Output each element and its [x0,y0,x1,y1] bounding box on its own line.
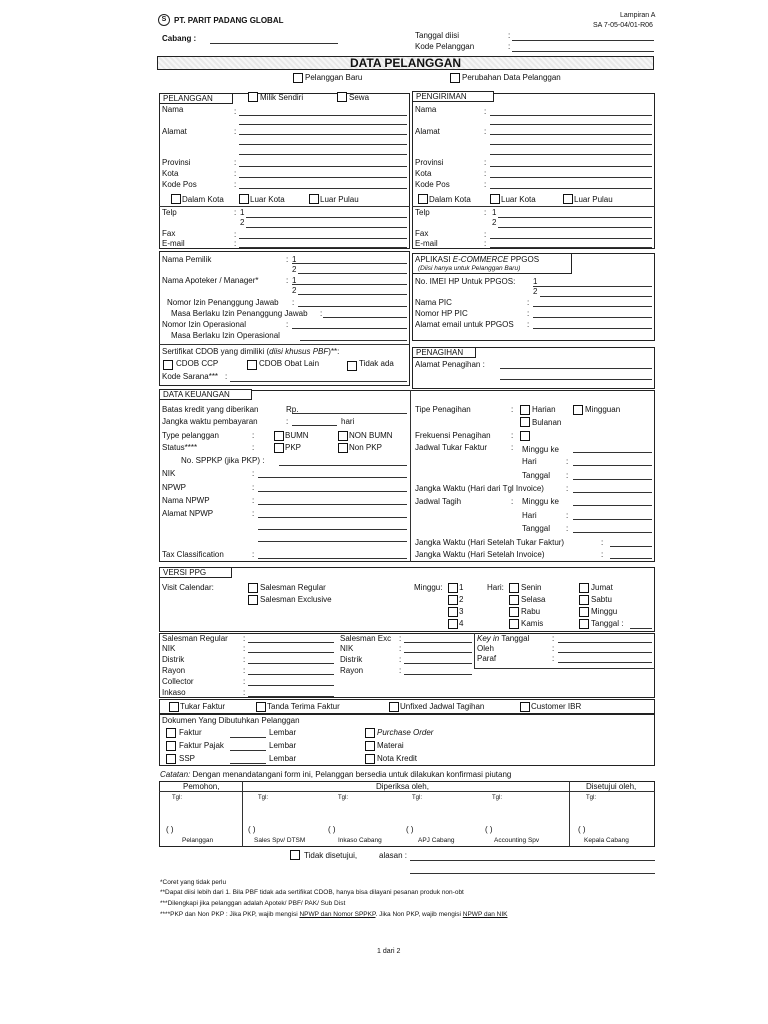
tax-class-field[interactable] [258,558,407,559]
masa-berlaku-pj-field[interactable] [323,317,407,318]
page-number: 1 dari 2 [377,948,401,955]
alamat-label: Alamat [162,127,187,136]
sabtu-checkbox[interactable] [579,595,589,605]
sign-apj-slot[interactable]: ( ) [406,825,414,834]
pkp-checkbox[interactable] [274,443,284,453]
minggu-1-checkbox[interactable] [448,583,458,593]
catatan: Catatan: Dengan menandatangani form ini, Pelanggan bersedia untuk dilakukan konfirmasi piutang [160,770,512,779]
minggu-day-checkbox[interactable] [579,607,589,617]
sign-inkaso-slot[interactable]: ( ) [328,825,336,834]
minggu-2-checkbox[interactable] [448,595,458,605]
keyin-label: Key in Tanggal [477,634,530,643]
email-pic-field[interactable] [533,328,652,329]
dalam-kota-checkbox[interactable] [171,194,181,204]
nama-pic-field[interactable] [533,306,652,307]
bumn-checkbox[interactable] [274,431,284,441]
harian-checkbox[interactable] [520,405,530,415]
kirim-fax-field[interactable] [490,238,652,239]
tagih-minggu-field[interactable] [573,505,652,506]
aplikasi-header: APLIKASI E-COMMERCE PPGOS [415,255,540,264]
alasan-field[interactable] [410,860,655,861]
alamat-npwp-field[interactable] [258,517,407,518]
jw-invoice-field[interactable] [573,492,652,493]
salesman-regular-checkbox[interactable] [248,583,258,593]
sign-pelanggan-slot[interactable]: ( ) [166,825,174,834]
bulanan-checkbox[interactable] [520,417,530,427]
salesman-reg-field[interactable] [248,642,334,643]
reg-distrik-field[interactable] [248,663,334,664]
kirim-telp-2-field[interactable] [498,227,652,228]
kode-pos-field[interactable] [239,188,407,189]
kirim-email-field[interactable] [490,247,652,248]
faktur-pajak-checkbox[interactable] [166,741,176,751]
pelanggan-baru-checkbox[interactable] [293,73,303,83]
tukar-faktur-checkbox[interactable] [169,702,179,712]
nik-field[interactable] [258,477,407,478]
cabang-field[interactable] [210,43,338,44]
senin-checkbox[interactable] [509,583,519,593]
collector-field[interactable] [248,685,334,686]
perubahan-data-label: Perubahan Data Pelanggan [462,73,561,82]
frekuensi-checkbox[interactable] [520,431,530,441]
telp-2-field[interactable] [246,227,407,228]
exc-nik-field[interactable] [404,652,472,653]
kota-field[interactable] [239,177,407,178]
kirim-alamat-field[interactable] [490,134,652,135]
nama-npwp-field[interactable] [258,504,407,505]
pengiriman-header: PENGIRIMAN [412,91,494,102]
note-4: ****PKP dan Non PKP : Jika PKP, wajib mengisi NPWP dan Nomor SPPKP. Jika Non PKP, wajib mengisi NPWP dan NIK [160,911,508,918]
salesman-exclusive-checkbox[interactable] [248,595,258,605]
fax-field[interactable] [239,238,407,239]
npwp-field[interactable] [258,491,407,492]
nama-pemilik-field[interactable] [292,263,407,264]
tanggal-field[interactable] [512,40,654,41]
nama-apoteker-field[interactable] [292,284,407,285]
provinsi-field[interactable] [239,166,407,167]
kode-sarana-field[interactable] [230,381,407,382]
kirim-provinsi-field[interactable] [490,166,652,167]
penagihan-header: PENAGIHAN [412,347,476,358]
form-title: DATA PELANGGAN [157,56,654,70]
exc-rayon-field[interactable] [404,674,472,675]
izin-operasional-field[interactable] [292,328,407,329]
tagih-tanggal-field[interactable] [573,532,652,533]
company-name: PT. PARIT PADANG GLOBAL [174,16,284,25]
keyin-tanggal-field[interactable] [558,642,652,643]
batas-kredit-field[interactable] [292,413,407,414]
tidak-disetujui-checkbox[interactable] [290,850,300,860]
kirim-dalam-kota-checkbox[interactable] [418,194,428,204]
luar-pulau-checkbox[interactable] [309,194,319,204]
keuangan-header: DATA KEUANGAN [159,389,252,400]
jw-setelah-invoice-field[interactable] [610,558,652,559]
masa-berlaku-op-field[interactable] [300,340,407,341]
milik-sendiri-checkbox[interactable] [248,92,258,102]
lampiran-label: Lampiran A [620,12,656,19]
non-pkp-checkbox[interactable] [338,443,348,453]
sign-sales-slot[interactable]: ( ) [248,825,256,834]
customer-ibr-checkbox[interactable] [520,702,530,712]
tukar-minggu-field[interactable] [573,452,652,453]
pengiriman-box [412,93,655,249]
salesman-exc-field[interactable] [404,642,472,643]
faktur-checkbox[interactable] [166,728,176,738]
nama-field[interactable] [239,115,407,116]
izin-pj-field[interactable] [298,306,407,307]
telp-1-field[interactable] [246,217,407,218]
sign-kepala-slot[interactable]: ( ) [578,825,586,834]
imei-2-field[interactable] [540,296,652,297]
keyin-oleh-field[interactable] [558,652,652,653]
jw-tukar-field[interactable] [610,546,652,547]
pelanggan-header: PELANGGAN [159,93,233,104]
jumat-checkbox[interactable] [579,583,589,593]
cdob-obat-checkbox[interactable] [247,360,257,370]
pelanggan-baru-label: Pelanggan Baru [305,73,363,82]
tanda-terima-checkbox[interactable] [256,702,266,712]
luar-kota-checkbox[interactable] [239,194,249,204]
nama-label: Nama [162,105,184,114]
versi-header: VERSI PPG [159,567,232,578]
tukar-tanggal-field[interactable] [573,479,652,480]
hp-pic-field[interactable] [533,317,652,318]
tanggal-checkbox[interactable] [579,619,589,629]
kode-pelanggan-label: Kode Pelanggan [415,42,475,51]
purchase-order-checkbox[interactable] [365,728,375,738]
company-logo: S [158,14,170,26]
kirim-luar-pulau-checkbox[interactable] [563,194,573,204]
pelanggan-box [159,93,410,249]
sewa-checkbox[interactable] [337,92,347,102]
keyin-paraf-field[interactable] [558,662,652,663]
tagih-hari-field[interactable] [573,519,652,520]
sppkp-field[interactable] [279,465,407,466]
cdob-ccp-checkbox[interactable] [163,360,173,370]
unfixed-jadwal-checkbox[interactable] [389,702,399,712]
ssp-lembar-field[interactable] [230,763,266,764]
reg-rayon-field[interactable] [248,674,334,675]
tidak-ada-checkbox[interactable] [347,361,357,371]
exc-distrik-field[interactable] [404,663,472,664]
jangka-waktu-field[interactable] [292,425,337,426]
faktur-lembar-field[interactable] [230,737,266,738]
alamat-penagihan-field[interactable] [500,368,652,369]
reg-nik-field[interactable] [248,652,334,653]
doc-code: SA 7-05-04/01-R06 [593,22,653,29]
kirim-kota-field[interactable] [490,177,652,178]
nota-kredit-checkbox[interactable] [365,754,375,764]
kirim-telp-1-field[interactable] [498,217,652,218]
kode-pelanggan-field[interactable] [512,51,654,52]
materai-checkbox[interactable] [365,741,375,751]
minggu-3-checkbox[interactable] [448,607,458,617]
inkaso-field[interactable] [248,696,334,697]
non-bumn-checkbox[interactable] [338,431,348,441]
rabu-checkbox[interactable] [509,607,519,617]
sign-accounting-slot[interactable]: ( ) [485,825,493,834]
perubahan-data-checkbox[interactable] [450,73,460,83]
tanggal-field[interactable] [630,628,652,629]
kamis-checkbox[interactable] [509,619,519,629]
sertifikat-label: Sertifikat CDOB yang dimiliki (diisi khusus PBF)**: [162,347,340,356]
selasa-checkbox[interactable] [509,595,519,605]
alamat-field[interactable] [239,134,407,135]
tukar-hari-field[interactable] [573,465,652,466]
minggu-4-checkbox[interactable] [448,619,458,629]
keuangan-box [159,390,655,562]
ssp-checkbox[interactable] [166,754,176,764]
imei-1-field[interactable] [533,286,652,287]
tanggal-label: Tanggal diisi [415,31,460,40]
pajak-lembar-field[interactable] [230,750,266,751]
kirim-nama-field[interactable] [490,115,652,116]
mingguan-checkbox[interactable] [573,405,583,415]
kirim-luar-kota-checkbox[interactable] [490,194,500,204]
email-field[interactable] [239,247,407,248]
kirim-kode-pos-field[interactable] [490,188,652,189]
cabang-label: Cabang : [162,34,197,43]
